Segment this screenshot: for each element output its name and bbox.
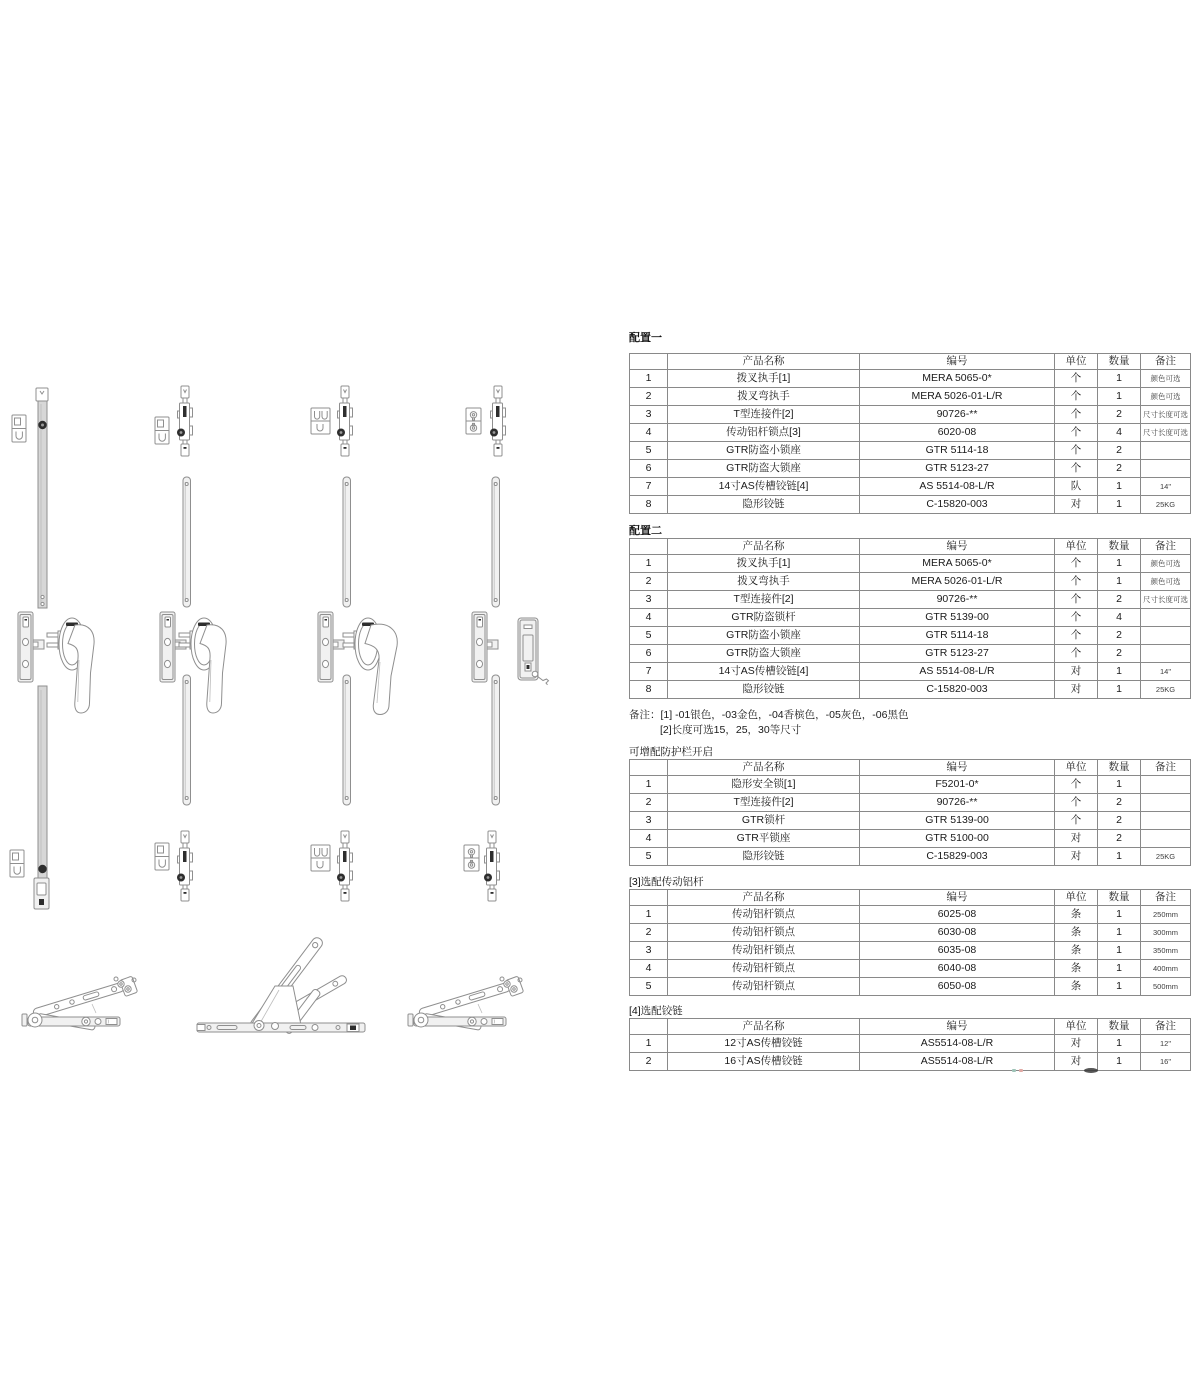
column-header: 备注 <box>1141 760 1191 776</box>
column-header: 单位 <box>1055 760 1098 776</box>
table-cell <box>1141 645 1191 663</box>
footnote-text: [1] -01银色，-03金色，-04香槟色，-05灰色，-06黑色 <box>660 709 909 721</box>
table-cell: 1 <box>630 906 668 924</box>
table-cell: 2 <box>630 388 668 406</box>
column-header: 产品名称 <box>668 760 860 776</box>
table-cell: 条 <box>1055 960 1098 978</box>
column-header: 数量 <box>1098 760 1141 776</box>
table-cell: 25KG <box>1141 496 1191 514</box>
column-header: 备注 <box>1141 890 1191 906</box>
table-cell: GTR防盗大锁座 <box>668 460 860 478</box>
table-cell: 250mm <box>1141 906 1191 924</box>
table-row <box>630 1035 1191 1053</box>
table-row <box>630 627 1191 645</box>
table-cell: 7 <box>630 663 668 681</box>
table-row <box>630 388 1191 406</box>
table-cell: 颜色可选 <box>1141 388 1191 406</box>
logo-remnant-smudge <box>1084 1068 1098 1073</box>
table-cell: 2 <box>630 794 668 812</box>
table-cell: GTR 5123-27 <box>860 460 1055 478</box>
section-title: [3]选配传动铝杆 <box>629 876 704 888</box>
table-cell: 1 <box>630 1035 668 1053</box>
table-row <box>630 978 1191 996</box>
table-cell: GTR防盗小锁座 <box>668 442 860 460</box>
table-cell: 2 <box>1098 460 1141 478</box>
table-cell <box>1141 460 1191 478</box>
table-row <box>630 442 1191 460</box>
table-cell: 队 <box>1055 478 1098 496</box>
table-row <box>630 460 1191 478</box>
table-cell: 个 <box>1055 609 1098 627</box>
table-cell: GTR 5114-18 <box>860 627 1055 645</box>
column-header: 备注 <box>1141 354 1191 370</box>
table-cell: 14" <box>1141 478 1191 496</box>
column-header <box>630 890 668 906</box>
table-cell: 对 <box>1055 681 1098 699</box>
table-cell: 个 <box>1055 406 1098 424</box>
table-cell: 2 <box>1098 645 1141 663</box>
column-header: 单位 <box>1055 1019 1098 1035</box>
table-cell: 6020-08 <box>860 424 1055 442</box>
table-cell: 4 <box>1098 609 1141 627</box>
table-cell: 对 <box>1055 496 1098 514</box>
table-row <box>630 663 1191 681</box>
table-cell: 个 <box>1055 573 1098 591</box>
table-cell: MERA 5065-0* <box>860 555 1055 573</box>
table-row <box>630 812 1191 830</box>
table-row <box>630 591 1191 609</box>
table-cell: 5 <box>630 442 668 460</box>
friction-hinge-middle-icon <box>197 936 365 1035</box>
table-cell: 14" <box>1141 663 1191 681</box>
table-cell: 12" <box>1141 1035 1191 1053</box>
table-cell: 1 <box>630 370 668 388</box>
table-cell: GTR防盗小锁座 <box>668 627 860 645</box>
table-cell: C-15829-003 <box>860 848 1055 866</box>
table-cell: T型连接件[2] <box>668 406 860 424</box>
table-cell: 传动铝杆锁点 <box>668 906 860 924</box>
table-cell: 个 <box>1055 442 1098 460</box>
table-cell: 4 <box>630 960 668 978</box>
table-cell: 隐形安全锁[1] <box>668 776 860 794</box>
column-header <box>630 354 668 370</box>
table-cell: 颜色可选 <box>1141 555 1191 573</box>
table-cell: 1 <box>1098 663 1141 681</box>
table-cell: 5 <box>630 627 668 645</box>
exploded-view-column-4 <box>464 386 549 901</box>
exploded-view-column-2 <box>155 386 226 901</box>
parts-table-guard-rail <box>629 759 1191 866</box>
table-cell: 传动铝杆锁点[3] <box>668 424 860 442</box>
table-row <box>630 406 1191 424</box>
table-cell: 90726-** <box>860 591 1055 609</box>
table-cell: 隐形铰链 <box>668 681 860 699</box>
column-header <box>630 539 668 555</box>
table-cell: 个 <box>1055 627 1098 645</box>
table-cell: 隐形铰链 <box>668 496 860 514</box>
footnotes <box>629 708 908 738</box>
table-cell: 对 <box>1055 1053 1098 1071</box>
table-cell: 1 <box>1098 370 1141 388</box>
table-cell: AS5514-08-L/R <box>860 1035 1055 1053</box>
column-header: 数量 <box>1098 890 1141 906</box>
section-title: 配置二 <box>629 525 662 537</box>
table-cell: 尺寸长度可选 <box>1141 406 1191 424</box>
table-cell: 12寸AS传槽铰链 <box>668 1035 860 1053</box>
table-cell: 对 <box>1055 848 1098 866</box>
column-header: 数量 <box>1098 539 1141 555</box>
table-cell: GTR 5114-18 <box>860 442 1055 460</box>
column-header: 产品名称 <box>668 539 860 555</box>
table-cell: 尺寸长度可选 <box>1141 424 1191 442</box>
footnote-line <box>629 708 908 723</box>
table-cell: 传动铝杆锁点 <box>668 942 860 960</box>
table-cell: 1 <box>630 776 668 794</box>
table-cell: GTR防盗锁杆 <box>668 609 860 627</box>
table-cell: 6 <box>630 645 668 663</box>
section-guard-rail <box>629 745 1190 866</box>
table-row <box>630 906 1191 924</box>
column-header: 备注 <box>1141 1019 1191 1035</box>
table-cell: 对 <box>1055 1035 1098 1053</box>
table-row <box>630 573 1191 591</box>
table-cell: F5201-0* <box>860 776 1055 794</box>
logo-remnant-dot-red <box>1019 1069 1023 1072</box>
table-cell: 6025-08 <box>860 906 1055 924</box>
table-cell: 300mm <box>1141 924 1191 942</box>
table-cell: 1 <box>1098 1035 1141 1053</box>
table-cell: 2 <box>1098 591 1141 609</box>
table-cell: 颜色可选 <box>1141 370 1191 388</box>
table-row <box>630 496 1191 514</box>
column-header: 编号 <box>860 539 1055 555</box>
column-header: 编号 <box>860 1019 1055 1035</box>
footnote-label: 备注： <box>629 709 661 721</box>
table-cell: 对 <box>1055 663 1098 681</box>
table-cell: 6035-08 <box>860 942 1055 960</box>
table-cell: 14寸AS传槽铰链[4] <box>668 663 860 681</box>
table-cell: GTR锁杆 <box>668 812 860 830</box>
friction-hinge-right-icon <box>408 976 524 1030</box>
table-cell: 拨叉弯执手 <box>668 388 860 406</box>
table-cell: 拨叉弯执手 <box>668 573 860 591</box>
table-cell: 个 <box>1055 591 1098 609</box>
table-cell: 对 <box>1055 830 1098 848</box>
column-header: 数量 <box>1098 1019 1141 1035</box>
table-cell: 传动铝杆锁点 <box>668 924 860 942</box>
hardware-diagram <box>0 370 620 1080</box>
table-cell: 1 <box>1098 1053 1141 1071</box>
table-cell: 条 <box>1055 942 1098 960</box>
column-header: 编号 <box>860 890 1055 906</box>
exploded-view-column-3 <box>311 386 397 901</box>
column-header <box>630 1019 668 1035</box>
table-cell: 14寸AS传槽铰链[4] <box>668 478 860 496</box>
table-cell: 个 <box>1055 388 1098 406</box>
parts-table-config-1 <box>629 353 1191 514</box>
table-cell: 隐形铰链 <box>668 848 860 866</box>
table-cell: 1 <box>1098 776 1141 794</box>
table-cell: 1 <box>1098 388 1141 406</box>
table-cell: GTR 5139-00 <box>860 609 1055 627</box>
table-cell: 5 <box>630 848 668 866</box>
column-header: 编号 <box>860 354 1055 370</box>
table-cell: 1 <box>1098 978 1141 996</box>
table-cell: 90726-** <box>860 794 1055 812</box>
table-cell: 尺寸长度可选 <box>1141 591 1191 609</box>
table-cell: 4 <box>1098 424 1141 442</box>
table-cell <box>1141 830 1191 848</box>
table-cell: 7 <box>630 478 668 496</box>
table-cell: 2 <box>630 924 668 942</box>
section-title: 可增配防护栏开启 <box>629 746 713 758</box>
table-cell: 1 <box>1098 848 1141 866</box>
table-cell: 1 <box>1098 924 1141 942</box>
table-cell: 1 <box>1098 960 1141 978</box>
table-row <box>630 370 1191 388</box>
table-cell: C-15820-003 <box>860 496 1055 514</box>
table-cell: AS5514-08-L/R <box>860 1053 1055 1071</box>
table-cell: 4 <box>630 830 668 848</box>
table-row <box>630 848 1191 866</box>
table-cell <box>1141 812 1191 830</box>
table-row <box>630 478 1191 496</box>
table-cell: 个 <box>1055 812 1098 830</box>
table-cell: 90726-** <box>860 406 1055 424</box>
table-cell: 6030-08 <box>860 924 1055 942</box>
section-config-2 <box>629 524 1190 699</box>
table-cell: MERA 5026-01-L/R <box>860 573 1055 591</box>
logo-remnant-dot-green <box>1012 1069 1016 1072</box>
column-header: 产品名称 <box>668 1019 860 1035</box>
column-header: 单位 <box>1055 354 1098 370</box>
table-cell: 25KG <box>1141 681 1191 699</box>
table-cell: 条 <box>1055 906 1098 924</box>
table-cell <box>1141 776 1191 794</box>
parts-table-optional-rods <box>629 889 1191 996</box>
section-optional-hinges <box>629 1004 1190 1071</box>
table-cell: 个 <box>1055 460 1098 478</box>
table-cell: 颜色可选 <box>1141 573 1191 591</box>
table-cell: 2 <box>1098 830 1141 848</box>
table-cell: 2 <box>1098 627 1141 645</box>
table-cell: 传动铝杆锁点 <box>668 960 860 978</box>
table-cell: 1 <box>1098 573 1141 591</box>
section-title: [4]选配铰链 <box>629 1005 683 1017</box>
table-cell: 2 <box>1098 442 1141 460</box>
table-row <box>630 794 1191 812</box>
table-cell: GTR 5139-00 <box>860 812 1055 830</box>
table-cell: AS 5514-08-L/R <box>860 663 1055 681</box>
table-cell: 拨叉执手[1] <box>668 555 860 573</box>
table-cell: 传动铝杆锁点 <box>668 978 860 996</box>
table-cell: 个 <box>1055 645 1098 663</box>
table-cell: 4 <box>630 609 668 627</box>
column-header <box>630 760 668 776</box>
column-header: 编号 <box>860 760 1055 776</box>
table-cell <box>1141 609 1191 627</box>
section-title: 配置一 <box>629 332 662 344</box>
table-cell: 500mm <box>1141 978 1191 996</box>
table-cell: 25KG <box>1141 848 1191 866</box>
table-cell: GTR 5123-27 <box>860 645 1055 663</box>
table-cell: 个 <box>1055 776 1098 794</box>
long-drive-rod-lower-icon <box>34 686 49 909</box>
table-cell: 条 <box>1055 924 1098 942</box>
table-row <box>630 609 1191 627</box>
table-cell: 个 <box>1055 555 1098 573</box>
table-cell: T型连接件[2] <box>668 794 860 812</box>
table-cell: 个 <box>1055 424 1098 442</box>
table-cell: 3 <box>630 406 668 424</box>
column-header: 产品名称 <box>668 354 860 370</box>
table-cell: 个 <box>1055 794 1098 812</box>
table-cell: 6050-08 <box>860 978 1055 996</box>
table-cell: GTR平锁座 <box>668 830 860 848</box>
table-row <box>630 555 1191 573</box>
table-row <box>630 830 1191 848</box>
long-drive-rod-icon <box>36 388 48 608</box>
table-cell: 2 <box>1098 794 1141 812</box>
table-cell: 6 <box>630 460 668 478</box>
table-cell: 2 <box>630 573 668 591</box>
friction-hinge-left-icon <box>22 976 138 1030</box>
table-cell: 1 <box>1098 906 1141 924</box>
table-cell: 4 <box>630 424 668 442</box>
table-cell: C-15820-003 <box>860 681 1055 699</box>
section-config-1 <box>629 331 1190 514</box>
table-row <box>630 960 1191 978</box>
table-cell: 1 <box>1098 681 1141 699</box>
table-cell: 3 <box>630 591 668 609</box>
table-row <box>630 942 1191 960</box>
table-cell: 1 <box>1098 555 1141 573</box>
column-header: 数量 <box>1098 354 1141 370</box>
table-cell: 16寸AS传槽铰链 <box>668 1053 860 1071</box>
table-row <box>630 924 1191 942</box>
table-cell: 3 <box>630 942 668 960</box>
table-cell: 拨叉执手[1] <box>668 370 860 388</box>
table-cell: MERA 5065-0* <box>860 370 1055 388</box>
table-cell: 8 <box>630 681 668 699</box>
table-row <box>630 1053 1191 1071</box>
table-cell: MERA 5026-01-L/R <box>860 388 1055 406</box>
section-optional-rods <box>629 875 1190 996</box>
footnote-line: [2]长度可选15，25，30等尺寸 <box>660 724 802 736</box>
table-cell: 1 <box>630 555 668 573</box>
column-header: 备注 <box>1141 539 1191 555</box>
table-cell <box>1141 627 1191 645</box>
parts-table-config-2 <box>629 538 1191 699</box>
table-cell: 3 <box>630 812 668 830</box>
table-cell: 16" <box>1141 1053 1191 1071</box>
table-cell: 2 <box>630 1053 668 1071</box>
table-cell <box>1141 442 1191 460</box>
table-cell: 条 <box>1055 978 1098 996</box>
table-cell: 2 <box>1098 406 1141 424</box>
column-header: 产品名称 <box>668 890 860 906</box>
table-cell: 1 <box>1098 478 1141 496</box>
table-cell: AS 5514-08-L/R <box>860 478 1055 496</box>
table-cell: T型连接件[2] <box>668 591 860 609</box>
table-cell: 1 <box>1098 496 1141 514</box>
table-cell: GTR 5100-00 <box>860 830 1055 848</box>
table-cell: 6040-08 <box>860 960 1055 978</box>
table-row <box>630 645 1191 663</box>
table-cell <box>1141 794 1191 812</box>
table-cell: GTR防盗大锁座 <box>668 645 860 663</box>
table-cell: 1 <box>1098 942 1141 960</box>
table-cell: 2 <box>1098 812 1141 830</box>
table-cell: 400mm <box>1141 960 1191 978</box>
column-header: 单位 <box>1055 539 1098 555</box>
parts-table-optional-hinges <box>629 1018 1191 1071</box>
exploded-view-column-1 <box>10 388 94 909</box>
table-row <box>630 776 1191 794</box>
column-header: 单位 <box>1055 890 1098 906</box>
table-cell: 8 <box>630 496 668 514</box>
table-cell: 5 <box>630 978 668 996</box>
table-cell: 个 <box>1055 370 1098 388</box>
table-cell: 350mm <box>1141 942 1191 960</box>
table-row <box>630 424 1191 442</box>
table-row <box>630 681 1191 699</box>
